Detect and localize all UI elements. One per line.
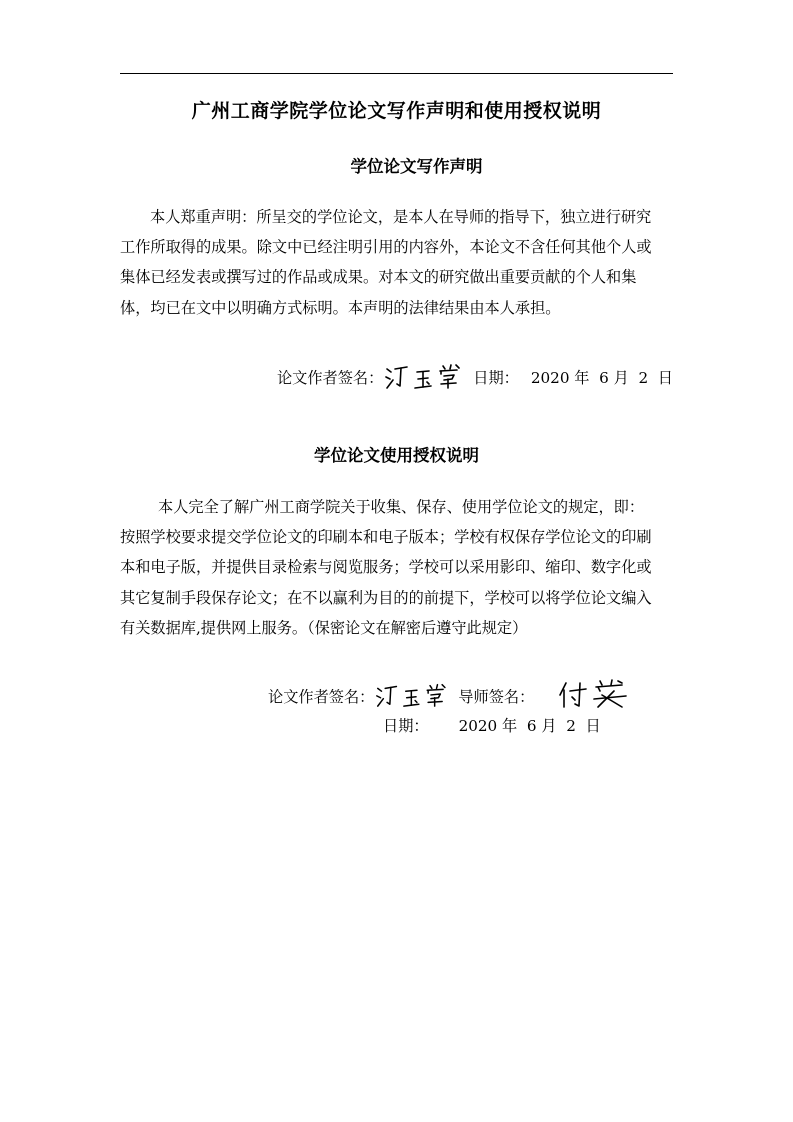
advisor-signature-label: 导师签名：	[458, 687, 535, 706]
header-rule	[120, 73, 673, 74]
date-label: 日期：	[383, 717, 429, 735]
date-value: 2020 年 6 月 2 日	[458, 717, 601, 735]
date-value: 2020 年 6 月 2 日	[530, 368, 673, 387]
declaration-title: 学位论文写作声明	[350, 157, 483, 176]
authorization-line: 本人完全了解广州工商学院关于收集、保存、使用学位论文的规定，即：	[158, 498, 644, 516]
declaration-line: 集体已经发表或撰写过的作品或成果。对本文的研究做出重要贡献的个人和集	[120, 268, 637, 287]
declaration-line: 体，均已在文中以明确方式标明。本声明的法律结果由本人承担。	[120, 298, 561, 317]
date-label: 日期：	[473, 368, 519, 387]
author-signature-image	[374, 679, 458, 713]
author-signature-label: 论文作者签名：	[276, 368, 384, 387]
declaration-line: 工作所取得的成果。除文中已经注明引用的内容外，本论文不含任何其他个人或	[120, 238, 652, 257]
authorization-date-row	[383, 715, 601, 736]
authorization-line: 其它复制手段保存论文；在不以赢利为目的的前提下，学校可以将学位论文编入	[120, 588, 652, 607]
authorization-signature-row	[268, 677, 640, 715]
declaration-signature-row	[277, 360, 673, 394]
advisor-signature-image	[556, 677, 640, 715]
declaration-body	[120, 202, 673, 323]
authorization-line: 本和电子版，并提供目录检索与阅览服务；学校可以采用影印、缩印、数字化或	[120, 558, 652, 577]
author-signature-label: 论文作者签名：	[268, 687, 375, 706]
authorization-title: 学位论文使用授权说明	[314, 446, 479, 465]
authorization-body	[120, 492, 673, 643]
authorization-line: 按照学校要求提交学位论文的印刷本和电子版本；学校有权保存学位论文的印刷	[120, 528, 652, 547]
declaration-line: 本人郑重声明：所呈交的学位论文，是本人在导师的指导下，独立进行研究	[150, 208, 652, 226]
authorization-line: 有关数据库,提供网上服务。（保密论文在解密后遵守此规定）	[120, 618, 528, 637]
page-title: 广州工商学院学位论文写作声明和使用授权说明	[191, 100, 602, 122]
author-signature-image	[383, 360, 473, 394]
